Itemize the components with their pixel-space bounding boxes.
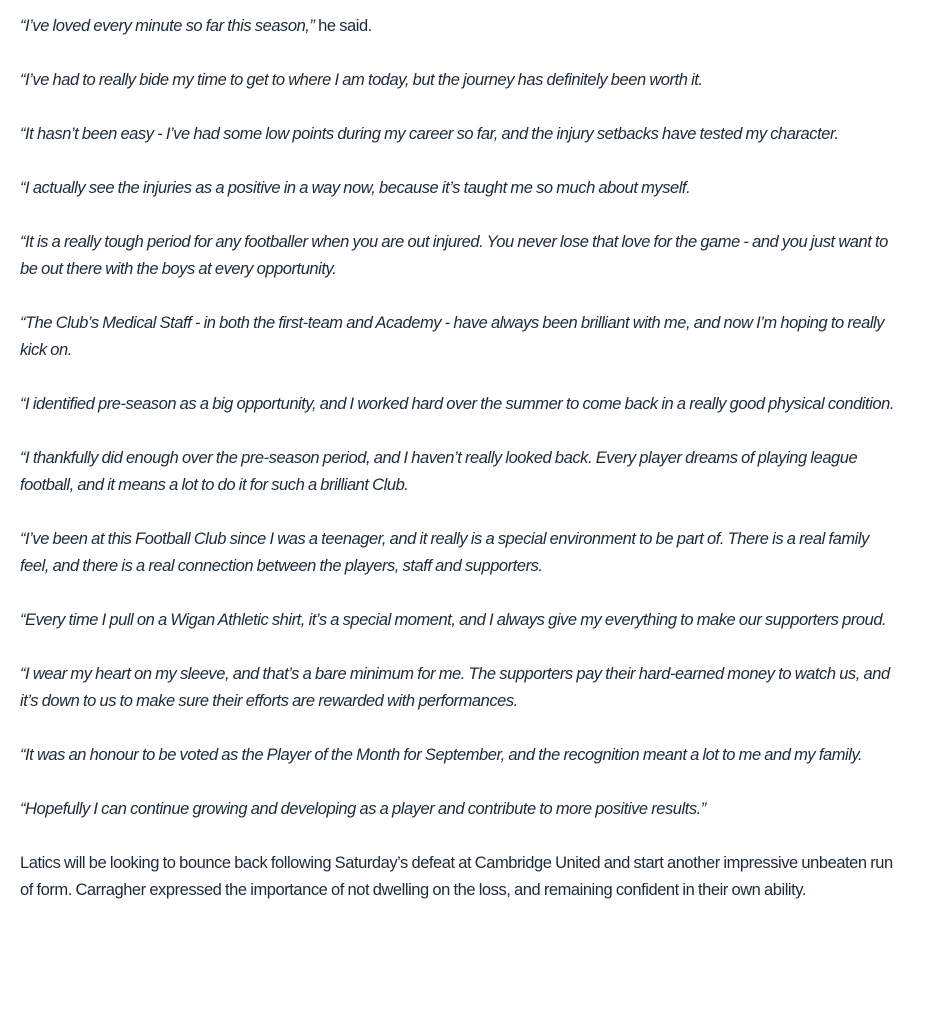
- quote-paragraph: “It hasn’t been easy - I’ve had some low points during my career so far, and the injury setbacks have tested my character.: [20, 125, 839, 143]
- quote-paragraph: “I wear my heart on my sleeve, and that’s a bare minimum for me. The supporters pay their hard-earned money to watch us, and it’s down to us to make sure their efforts are rewarded with performances.: [20, 665, 890, 710]
- quote-paragraph: “I identified pre-season as a big opportunity, and I worked hard over the summer to come back in a really good physical condition.: [20, 395, 894, 413]
- quote-paragraph: “I actually see the injuries as a positive in a way now, because it’s taught me so much about myself.: [20, 179, 691, 197]
- quote-paragraph: “Hopefully I can continue growing and developing as a player and contribute to more positive results.”: [20, 800, 706, 818]
- intro-paragraph: [20, 13, 900, 40]
- article-body: [20, 13, 900, 904]
- quote-paragraph: “The Club’s Medical Staff - in both the first-team and Academy - have always been brilliant with me, and now I’m hoping to really kick on.: [20, 314, 885, 359]
- intro-quote: “I’ve loved every minute so far this season,”: [20, 17, 315, 35]
- quote-paragraph: “I thankfully did enough over the pre-season period, and I haven’t really looked back. Every player dreams of playing league football, and it means a lot to do it for such a brilliant Club.: [20, 449, 858, 494]
- quote-paragraph: “It was an honour to be voted as the Player of the Month for September, and the recognition meant a lot to me and my family.: [20, 746, 863, 764]
- intro-attribution: he said.: [314, 17, 372, 35]
- quote-paragraph: “Every time I pull on a Wigan Athletic shirt, it’s a special moment, and I always give my everything to make our supporters proud.: [20, 611, 887, 629]
- closing-paragraph: Latics will be looking to bounce back following Saturday’s defeat at Cambridge United and start another impressive unbeaten run of form. Carragher expressed the importance of not dwelling on the loss, and remaining confident in their own ability.: [20, 854, 893, 899]
- quote-paragraph: “It is a really tough period for any footballer when you are out injured. You never lose that love for the game - and you just want to be out there with the boys at every opportunity.: [20, 233, 888, 278]
- quote-paragraph: “I’ve been at this Football Club since I was a teenager, and it really is a special environment to be part of. There is a real family feel, and there is a real connection between the players, staff and supporters.: [20, 530, 869, 575]
- quote-paragraph: “I’ve had to really bide my time to get to where I am today, but the journey has definitely been worth it.: [20, 71, 703, 89]
